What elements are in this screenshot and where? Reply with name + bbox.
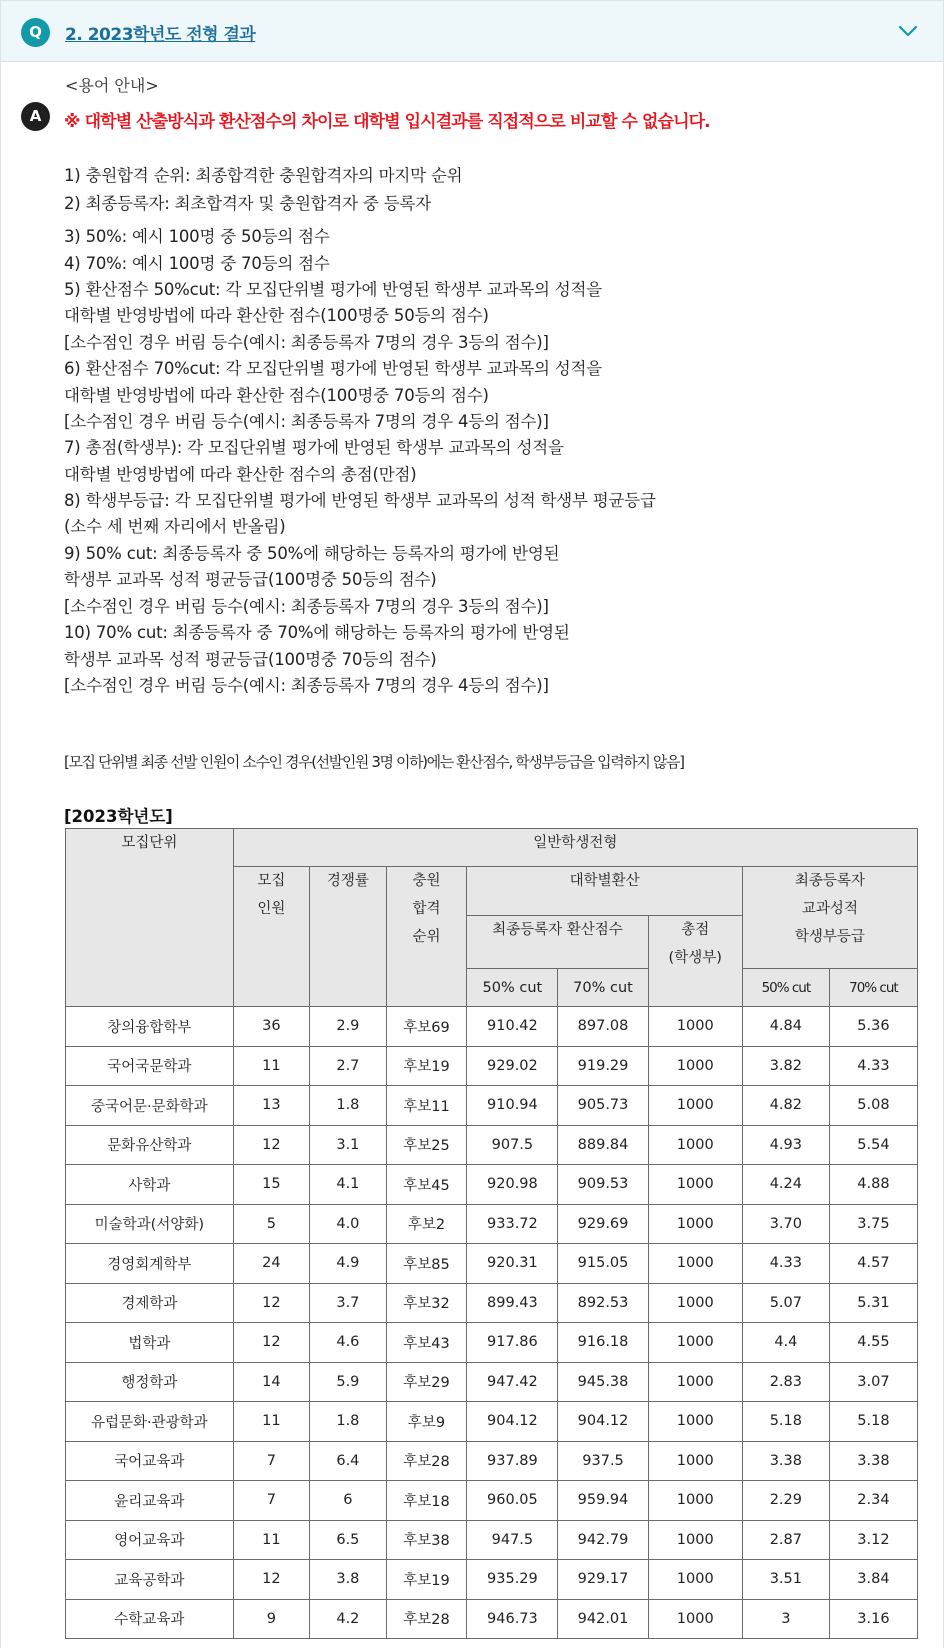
- cell-total: 1000: [648, 1481, 742, 1521]
- cell-total: 1000: [648, 1520, 742, 1560]
- table-row: [66, 1520, 918, 1560]
- cell-quota: 11: [233, 1402, 309, 1442]
- table-row: [66, 1165, 918, 1205]
- table-body: [66, 1007, 918, 1639]
- header-cut50: 50% cut: [467, 969, 558, 1007]
- cell-cut50: 917.86: [467, 1323, 558, 1363]
- cell-total: 1000: [648, 1441, 742, 1481]
- cell-grade-cut50: 3.51: [742, 1560, 829, 1600]
- cell-grade-cut70: 3.84: [829, 1560, 917, 1600]
- definition-line: 학생부 교과목 성적 평균등급(100명중 50등의 점수): [64, 570, 437, 589]
- cell-waitlist: 후보28: [386, 1599, 467, 1639]
- cell-waitlist: 후보25: [386, 1125, 467, 1165]
- definition-line: [소수점인 경우 버림 등수(예시: 최종등록자 7명의 경우 4등의 점수)]: [64, 676, 549, 695]
- cell-cut50: 899.43: [467, 1283, 558, 1323]
- cell-quota: 24: [233, 1244, 309, 1284]
- header-competition: 경쟁률: [310, 867, 386, 1007]
- table-row: [66, 1283, 918, 1323]
- cell-cut70: 897.08: [558, 1007, 648, 1047]
- cell-competition: 4.6: [310, 1323, 386, 1363]
- cell-cut50: 933.72: [467, 1204, 558, 1244]
- definition-line: 4) 70%: 예시 100명 중 70등의 점수: [64, 254, 330, 273]
- cell-total: 1000: [648, 1086, 742, 1126]
- cell-unit: 경영회계학부: [66, 1244, 234, 1284]
- cell-total: 1000: [648, 1599, 742, 1639]
- definition-line: [소수점인 경우 버림 등수(예시: 최종등록자 7명의 경우 3등의 점수)]: [64, 333, 549, 352]
- cell-unit: 윤리교육과: [66, 1481, 234, 1521]
- cell-grade-cut50: 4.93: [742, 1125, 829, 1165]
- table-row: [66, 1441, 918, 1481]
- cell-competition: 1.8: [310, 1086, 386, 1126]
- definition-line: 6) 환산점수 70%cut: 각 모집단위별 평가에 반영된 학생부 교과목의 성적을: [64, 359, 602, 378]
- cell-grade-cut70: 3.75: [829, 1204, 917, 1244]
- cell-competition: 2.9: [310, 1007, 386, 1047]
- cell-quota: 12: [233, 1125, 309, 1165]
- cell-competition: 6.4: [310, 1441, 386, 1481]
- table-row: [66, 1560, 918, 1600]
- cell-competition: 6.5: [310, 1520, 386, 1560]
- cell-total: 1000: [648, 1125, 742, 1165]
- cell-grade-cut70: 5.08: [829, 1086, 917, 1126]
- cell-grade-cut50: 5.18: [742, 1402, 829, 1442]
- cell-waitlist: 후보11: [386, 1086, 467, 1126]
- cell-grade-cut70: 5.54: [829, 1125, 917, 1165]
- cell-total: 1000: [648, 1560, 742, 1600]
- cell-grade-cut70: 4.88: [829, 1165, 917, 1205]
- cell-unit: 문화유산학과: [66, 1125, 234, 1165]
- cell-cut70: 942.01: [558, 1599, 648, 1639]
- cell-quota: 12: [233, 1323, 309, 1363]
- cell-cut70: 889.84: [558, 1125, 648, 1165]
- cell-grade-cut50: 3.82: [742, 1046, 829, 1086]
- cell-total: 1000: [648, 1204, 742, 1244]
- chevron-down-icon[interactable]: [897, 20, 919, 42]
- cell-grade-cut70: 3.38: [829, 1441, 917, 1481]
- definition-line: 7) 총점(학생부): 각 모집단위별 평가에 반영된 학생부 교과목의 성적을: [64, 438, 564, 457]
- cell-cut50: 910.42: [467, 1007, 558, 1047]
- cell-competition: 3.1: [310, 1125, 386, 1165]
- cell-waitlist: 후보85: [386, 1244, 467, 1284]
- cell-cut50: 910.94: [467, 1086, 558, 1126]
- definition-line: 2) 최종등록자: 최초합격자 및 충원합격자 중 등록자: [64, 194, 431, 213]
- definition-line: 대학별 반영방법에 따라 환산한 점수의 총점(만점): [64, 465, 417, 484]
- cell-waitlist: 후보19: [386, 1560, 467, 1600]
- cell-waitlist: 후보69: [386, 1007, 467, 1047]
- definition-line: 5) 환산점수 50%cut: 각 모집단위별 평가에 반영된 학생부 교과목의 성적을: [64, 280, 602, 299]
- cell-competition: 4.1: [310, 1165, 386, 1205]
- header-waitlist: 충원 합격 순위: [386, 867, 467, 1007]
- header-final-converted: 최종등록자 환산점수: [467, 916, 648, 969]
- cell-quota: 11: [233, 1520, 309, 1560]
- cell-waitlist: 후보38: [386, 1520, 467, 1560]
- cell-cut50: 947.5: [467, 1520, 558, 1560]
- cell-cut70: 909.53: [558, 1165, 648, 1205]
- cell-waitlist: 후보45: [386, 1165, 467, 1205]
- cell-cut50: 937.89: [467, 1441, 558, 1481]
- cell-grade-cut70: 4.55: [829, 1323, 917, 1363]
- warning-text: ※ 대학별 산출방식과 환산점수의 차이로 대학별 입시결과를 직접적으로 비교할 수 없습니다.: [64, 112, 710, 132]
- definition-line: 9) 50% cut: 최종등록자 중 50%에 해당하는 등록자의 평가에 반영된: [64, 544, 560, 563]
- cell-grade-cut50: 4.33: [742, 1244, 829, 1284]
- cell-unit: 행정학과: [66, 1362, 234, 1402]
- cell-competition: 3.7: [310, 1283, 386, 1323]
- cell-waitlist: 후보28: [386, 1441, 467, 1481]
- cell-waitlist: 후보32: [386, 1283, 467, 1323]
- cell-cut70: 904.12: [558, 1402, 648, 1442]
- cell-grade-cut70: 3.12: [829, 1520, 917, 1560]
- table-row: [66, 1481, 918, 1521]
- cell-unit: 교육공학과: [66, 1560, 234, 1600]
- cell-grade-cut70: 3.16: [829, 1599, 917, 1639]
- table-row: [66, 1402, 918, 1442]
- question-header[interactable]: [1, 1, 943, 62]
- answer-badge: A: [21, 102, 50, 131]
- cell-quota: 14: [233, 1362, 309, 1402]
- cell-cut50: 920.31: [467, 1244, 558, 1284]
- cell-competition: 1.8: [310, 1402, 386, 1442]
- header-quota: 모집 인원: [233, 867, 309, 1007]
- header-cut70: 70% cut: [558, 969, 648, 1007]
- cell-total: 1000: [648, 1323, 742, 1363]
- cell-competition: 6: [310, 1481, 386, 1521]
- cell-competition: 4.2: [310, 1599, 386, 1639]
- cell-competition: 5.9: [310, 1362, 386, 1402]
- table-row: [66, 1244, 918, 1284]
- cell-cut50: 960.05: [467, 1481, 558, 1521]
- cell-quota: 13: [233, 1086, 309, 1126]
- cell-unit: 유럽문화·관광학과: [66, 1402, 234, 1442]
- cell-cut50: 946.73: [467, 1599, 558, 1639]
- cell-competition: 4.9: [310, 1244, 386, 1284]
- cell-grade-cut50: 4.4: [742, 1323, 829, 1363]
- cell-unit: 사학과: [66, 1165, 234, 1205]
- header-grade-cut50: 50% cut: [742, 969, 829, 1007]
- year-heading: [2023학년도]: [64, 807, 173, 826]
- cell-grade-cut50: 4.24: [742, 1165, 829, 1205]
- table-row: [66, 1046, 918, 1086]
- cell-unit: 미술학과(서양화): [66, 1204, 234, 1244]
- cell-cut70: 915.05: [558, 1244, 648, 1284]
- cell-quota: 7: [233, 1481, 309, 1521]
- definition-line: 대학별 반영방법에 따라 환산한 점수(100명중 70등의 점수): [64, 386, 489, 405]
- definition-line: 3) 50%: 예시 100명 중 50등의 점수: [64, 227, 330, 246]
- cell-waitlist: 후보29: [386, 1362, 467, 1402]
- table-row: [66, 1599, 918, 1639]
- table-row: [66, 1204, 918, 1244]
- cell-competition: 4.0: [310, 1204, 386, 1244]
- table-row: [66, 1362, 918, 1402]
- cell-total: 1000: [648, 1362, 742, 1402]
- header-final-grades: 최종등록자 교과성적 학생부등급: [742, 867, 917, 969]
- header-conversion: 대학별환산: [467, 867, 743, 916]
- cell-grade-cut50: 4.84: [742, 1007, 829, 1047]
- cell-quota: 11: [233, 1046, 309, 1086]
- cell-waitlist: 후보9: [386, 1402, 467, 1442]
- table-row: [66, 1086, 918, 1126]
- cell-cut50: 935.29: [467, 1560, 558, 1600]
- definition-line: 8) 학생부등급: 각 모집단위별 평가에 반영된 학생부 교과목의 성적 학생부 평균등급: [64, 491, 656, 510]
- cell-cut70: 919.29: [558, 1046, 648, 1086]
- header-track: 일반학생전형: [233, 829, 917, 867]
- cell-unit: 국어국문학과: [66, 1046, 234, 1086]
- definition-line: (소수 세 번째 자리에서 반올림): [64, 517, 286, 536]
- cell-quota: 12: [233, 1560, 309, 1600]
- table-row: [66, 1125, 918, 1165]
- cell-grade-cut50: 3.38: [742, 1441, 829, 1481]
- table-row: [66, 1007, 918, 1047]
- cell-grade-cut50: 3.70: [742, 1204, 829, 1244]
- cell-grade-cut50: 2.83: [742, 1362, 829, 1402]
- cell-competition: 2.7: [310, 1046, 386, 1086]
- cell-grade-cut50: 2.87: [742, 1520, 829, 1560]
- cell-grade-cut70: 5.36: [829, 1007, 917, 1047]
- cell-cut70: 929.17: [558, 1560, 648, 1600]
- header-unit: 모집단위: [66, 829, 234, 1007]
- header-total: 총점 (학생부): [648, 916, 742, 1007]
- cell-grade-cut70: 4.33: [829, 1046, 917, 1086]
- cell-cut70: 945.38: [558, 1362, 648, 1402]
- cell-waitlist: 후보2: [386, 1204, 467, 1244]
- cell-grade-cut70: 4.57: [829, 1244, 917, 1284]
- cell-grade-cut70: 3.07: [829, 1362, 917, 1402]
- cell-quota: 7: [233, 1441, 309, 1481]
- definition-line: 10) 70% cut: 최종등록자 중 70%에 해당하는 등록자의 평가에 반영된: [64, 623, 570, 642]
- cell-unit: 중국어문·문화학과: [66, 1086, 234, 1126]
- cell-total: 1000: [648, 1165, 742, 1205]
- cell-waitlist: 후보43: [386, 1323, 467, 1363]
- cell-cut70: 959.94: [558, 1481, 648, 1521]
- cell-unit: 영어교육과: [66, 1520, 234, 1560]
- cell-grade-cut70: 2.34: [829, 1481, 917, 1521]
- cell-cut70: 929.69: [558, 1204, 648, 1244]
- cell-cut50: 929.02: [467, 1046, 558, 1086]
- definition-line: [소수점인 경우 버림 등수(예시: 최종등록자 7명의 경우 3등의 점수)]: [64, 597, 549, 616]
- cell-unit: 경제학과: [66, 1283, 234, 1323]
- cell-cut70: 937.5: [558, 1441, 648, 1481]
- cell-cut50: 920.98: [467, 1165, 558, 1205]
- cell-unit: 법학과: [66, 1323, 234, 1363]
- cell-cut50: 904.12: [467, 1402, 558, 1442]
- table-row: [66, 1323, 918, 1363]
- cell-quota: 12: [233, 1283, 309, 1323]
- cell-quota: 5: [233, 1204, 309, 1244]
- cell-total: 1000: [648, 1244, 742, 1284]
- cell-cut70: 905.73: [558, 1086, 648, 1126]
- question-title[interactable]: 2. 2023학년도 전형 결과: [65, 25, 256, 45]
- cell-quota: 9: [233, 1599, 309, 1639]
- cell-total: 1000: [648, 1007, 742, 1047]
- cell-unit: 수학교육과: [66, 1599, 234, 1639]
- definition-line: [소수점인 경우 버림 등수(예시: 최종등록자 7명의 경우 4등의 점수)]: [64, 412, 549, 431]
- header-grade-cut70: 70% cut: [829, 969, 917, 1007]
- admission-results-table: [65, 828, 918, 1639]
- cell-grade-cut50: 2.29: [742, 1481, 829, 1521]
- cell-cut50: 907.5: [467, 1125, 558, 1165]
- cell-total: 1000: [648, 1402, 742, 1442]
- cell-cut70: 942.79: [558, 1520, 648, 1560]
- cell-grade-cut50: 3: [742, 1599, 829, 1639]
- cell-grade-cut70: 5.18: [829, 1402, 917, 1442]
- cell-grade-cut50: 5.07: [742, 1283, 829, 1323]
- cell-competition: 3.8: [310, 1560, 386, 1600]
- cell-quota: 15: [233, 1165, 309, 1205]
- cell-waitlist: 후보18: [386, 1481, 467, 1521]
- definition-line: 1) 충원합격 순위: 최종합격한 충원합격자의 마지막 순위: [64, 166, 463, 185]
- cell-cut70: 892.53: [558, 1283, 648, 1323]
- cell-cut50: 947.42: [467, 1362, 558, 1402]
- cell-quota: 36: [233, 1007, 309, 1047]
- cell-total: 1000: [648, 1046, 742, 1086]
- definition-line: 대학별 반영방법에 따라 환산한 점수(100명중 50등의 점수): [64, 306, 489, 325]
- cell-waitlist: 후보19: [386, 1046, 467, 1086]
- cell-unit: 국어교육과: [66, 1441, 234, 1481]
- question-badge: Q: [21, 18, 50, 47]
- cell-grade-cut50: 4.82: [742, 1086, 829, 1126]
- input-note: [모집 단위별 최종 선발 인원이 소수인 경우(선발인원 3명 이하)에는 환산점수, 학생부등급을 입력하지 않음]: [64, 753, 684, 771]
- terms-heading: <용어 안내>: [65, 76, 159, 95]
- cell-cut70: 916.18: [558, 1323, 648, 1363]
- definition-line: 학생부 교과목 성적 평균등급(100명중 70등의 점수): [64, 650, 437, 669]
- cell-grade-cut70: 5.31: [829, 1283, 917, 1323]
- cell-unit: 창의융합학부: [66, 1007, 234, 1047]
- cell-total: 1000: [648, 1283, 742, 1323]
